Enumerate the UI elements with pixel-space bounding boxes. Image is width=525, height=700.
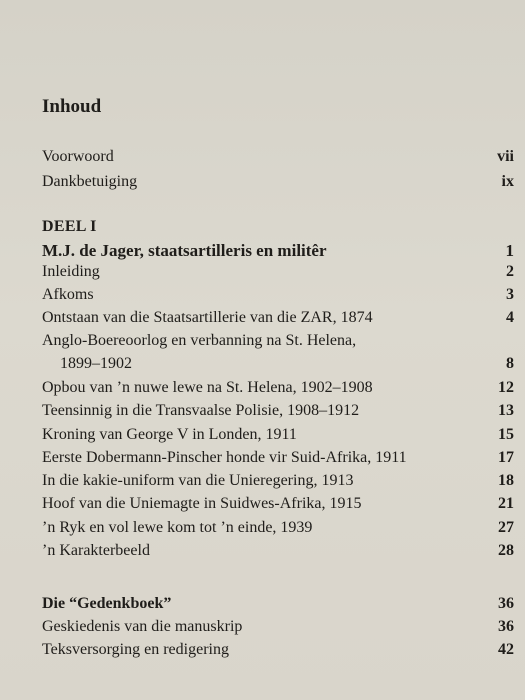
toc-entry [42, 449, 514, 467]
entry-page: 3 [506, 286, 514, 303]
toc-entry [42, 426, 514, 444]
entry-title: Anglo-Boereoorlog en verbanning na St. Helena, [42, 332, 357, 349]
entry-title: Geskiedenis van die manuskrip [42, 618, 243, 635]
toc-entry [42, 495, 514, 513]
entry-title: Dankbetuiging [42, 173, 138, 190]
toc-entry [42, 309, 514, 327]
section-entry [42, 595, 514, 613]
toc-entry [42, 618, 514, 636]
entry-page: vii [497, 148, 514, 165]
entry-title: Teksversorging en redigering [42, 641, 229, 658]
entry-page: 4 [506, 309, 514, 326]
entry-page: 13 [498, 402, 514, 419]
entry-title: Die “Gedenkboek” [42, 595, 172, 612]
entry-page: 12 [498, 379, 514, 396]
toc-heading: Inhoud [42, 96, 102, 117]
entry-page: 2 [506, 263, 514, 280]
part-title-entry [42, 242, 514, 260]
toc-entry-continuation [42, 355, 514, 373]
entry-title: Opbou van ’n nuwe lewe na St. Helena, 1902–1908 [42, 379, 373, 396]
entry-page: 28 [498, 542, 514, 559]
entry-title: In die kakie-uniform van die Unieregering, 1913 [42, 472, 354, 489]
entry-title: ’n Karakterbeeld [42, 542, 150, 559]
entry-page: 36 [498, 618, 514, 635]
entry-title: ’n Ryk en vol lewe kom tot ’n einde, 1939 [42, 519, 313, 536]
entry-page: 42 [498, 641, 514, 658]
toc-entry [42, 263, 514, 281]
entry-title: M.J. de Jager, staatsartilleris en militêr [42, 241, 327, 260]
entry-page: ix [501, 173, 514, 190]
entry-page: 27 [498, 519, 514, 536]
toc-entry [42, 379, 514, 397]
entry-title: Afkoms [42, 286, 94, 303]
entry-page: 8 [506, 355, 514, 372]
toc-entry-front [42, 148, 514, 166]
entry-page: 17 [498, 449, 514, 466]
toc-entry [42, 402, 514, 420]
entry-page: 21 [498, 495, 514, 512]
entry-title: Kroning van George V in Londen, 1911 [42, 426, 297, 443]
entry-title: Inleiding [42, 263, 100, 280]
entry-title: Voorwoord [42, 148, 114, 165]
entry-page: 18 [498, 472, 514, 489]
toc-entry [42, 286, 514, 304]
entry-title: Ontstaan van die Staatsartillerie van die ZAR, 1874 [42, 309, 373, 326]
part-label: DEEL I [42, 218, 97, 235]
toc-entry-front [42, 173, 514, 191]
entry-page: 36 [498, 595, 514, 612]
toc-entry [42, 641, 514, 659]
toc-entry [42, 332, 514, 350]
entry-page: 1 [505, 241, 514, 260]
entry-title: 1899–1902 [60, 355, 132, 372]
entry-title: Eerste Dobermann-Pinscher honde vir Suid-Afrika, 1911 [42, 449, 407, 466]
toc-entry [42, 519, 514, 537]
entry-title: Teensinnig in die Transvaalse Polisie, 1908–1912 [42, 402, 360, 419]
entry-page: 15 [498, 426, 514, 443]
entry-title: Hoof van die Uniemagte in Suidwes-Afrika, 1915 [42, 495, 362, 512]
toc-entry [42, 472, 514, 490]
toc-entry [42, 542, 514, 560]
